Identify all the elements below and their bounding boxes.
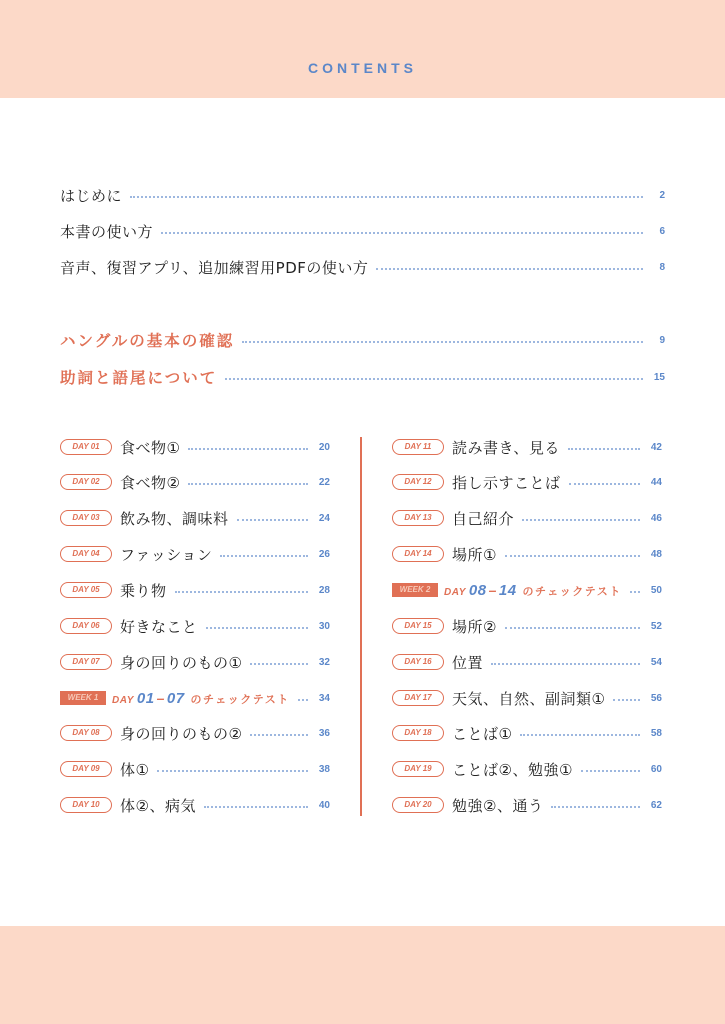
toc-day-entry[interactable] [60,543,330,565]
toc-entry-label: 乗り物 [120,581,167,600]
range-dash: – [156,689,165,706]
toc-day-entry[interactable] [392,722,662,744]
toc-entry-audio-app[interactable] [60,255,665,279]
page-number: 54 [650,656,662,668]
dotted-leader [568,448,640,450]
toc-entry-label: 位置 [452,653,484,672]
toc-entry-label: 読み書き、見る [452,438,560,457]
page-number: 28 [318,584,330,596]
toc-check-test-week-2[interactable] [392,579,662,601]
dotted-leader [505,555,640,557]
day-badge: DAY 14 [392,546,444,562]
toc-day-entry[interactable] [60,722,330,744]
toc-entry-label: 自己紹介 [452,509,515,528]
dotted-leader [204,806,308,808]
toc-day-entry[interactable] [392,615,662,637]
toc-entry-label: ファッション [120,545,213,564]
day-badge: DAY 05 [60,582,112,598]
toc-day-entry[interactable] [392,436,662,458]
toc-day-entry[interactable] [60,579,330,601]
toc-section-label: 助詞と語尾について [60,369,218,387]
day-badge: DAY 20 [392,797,444,813]
day-badge: DAY 19 [392,761,444,777]
toc-entry-label: 場所① [452,545,497,564]
page-number: 22 [318,476,330,488]
footer-band [0,926,725,1024]
dotted-leader [505,627,640,629]
day-badge: DAY 15 [392,618,444,634]
toc-entry-label: 好きなこと [120,617,198,636]
toc-entry-label: 天気、自然、副詞類① [452,689,606,708]
page-number: 62 [650,799,662,811]
page-number: 60 [650,763,662,775]
toc-entry-label: 場所② [452,617,497,636]
day-badge: DAY 03 [60,510,112,526]
toc-entry-how-to-use[interactable] [60,219,665,243]
range-to: 14 [498,581,517,599]
toc-section-label: ハングルの基本の確認 [60,332,235,350]
page-number: 30 [318,620,330,632]
page-number: 6 [659,225,665,237]
toc-check-test-week-1[interactable] [60,687,330,709]
page-number: 40 [318,799,330,811]
toc-day-entry[interactable] [392,758,662,780]
dotted-leader [522,519,640,521]
day-badge: DAY 08 [60,725,112,741]
day-badge: DAY 13 [392,510,444,526]
day-badge: DAY 17 [392,690,444,706]
toc-day-entry[interactable] [392,794,662,816]
toc-entry-label: 体① [120,760,150,779]
page-number: 56 [650,692,662,704]
day-badge: DAY 09 [60,761,112,777]
range-prefix: DAY [444,586,466,598]
day-badge: DAY 04 [60,546,112,562]
header-band [0,0,725,98]
page-number: 26 [318,548,330,560]
column-divider [360,437,362,816]
dotted-leader [630,591,640,593]
dotted-leader [225,378,643,380]
toc-day-entry[interactable] [392,687,662,709]
dotted-leader [376,268,643,270]
toc-entry-intro[interactable] [60,183,665,207]
range-dash: – [488,581,497,598]
toc-day-entry[interactable] [392,543,662,565]
page-number: 15 [653,371,665,383]
dotted-leader [613,699,640,701]
toc-entry-label: 指し示すことば [452,473,561,492]
dotted-leader [298,699,308,701]
dotted-leader [188,448,308,450]
day-badge: DAY 02 [60,474,112,490]
range-suffix: のチェックテスト [190,692,290,706]
page-number: 44 [650,476,662,488]
toc-entry-label: 身の回りのもの① [120,653,243,672]
day-badge: DAY 10 [60,797,112,813]
page-number: 2 [659,189,665,201]
week-badge: WEEK 1 [60,691,106,705]
toc-section-particles[interactable] [60,365,665,389]
toc-entry-label: 飲み物、調味料 [120,509,229,528]
dotted-leader [206,627,308,629]
range-to: 07 [166,689,185,707]
toc-entry-label: ことば②、勉強① [452,760,573,779]
page-number: 36 [318,727,330,739]
range-prefix: DAY [112,694,134,706]
dotted-leader [569,483,640,485]
range-from: 08 [468,581,487,599]
toc-day-entry[interactable] [392,651,662,673]
toc-entry-label: はじめに [60,186,123,205]
dotted-leader [520,734,640,736]
dotted-leader [250,663,308,665]
dotted-leader [242,341,643,343]
page-number: 8 [659,261,665,273]
day-badge: DAY 11 [392,439,444,455]
range-from: 01 [136,689,155,707]
dotted-leader [237,519,308,521]
day-badge: DAY 06 [60,618,112,634]
toc-entry-label: 本書の使い方 [60,222,154,241]
page-number: 42 [650,441,662,453]
toc-entry-label: 勉強②、通う [452,796,544,815]
toc-day-entry[interactable] [60,471,330,493]
toc-day-entry[interactable] [392,507,662,529]
page-number: 20 [318,441,330,453]
toc-entry-label: ことば① [452,724,513,743]
dotted-leader [220,555,308,557]
page-number: 52 [650,620,662,632]
toc-day-entry[interactable] [60,794,330,816]
range-suffix: のチェックテスト [522,584,622,598]
dotted-leader [130,196,643,198]
page-number: 48 [650,548,662,560]
toc-entry-label: 食べ物① [120,438,181,457]
dotted-leader [581,770,640,772]
check-test-label [444,582,622,599]
check-test-label [112,690,290,707]
toc-day-entry[interactable] [60,615,330,637]
toc-section-hangul-basics[interactable] [60,328,665,352]
page-number: 38 [318,763,330,775]
page-number: 34 [318,692,330,704]
week-badge: WEEK 2 [392,583,438,597]
toc-day-entry[interactable] [60,651,330,673]
toc-day-entry[interactable] [60,436,330,458]
day-badge: DAY 16 [392,654,444,670]
dotted-leader [250,734,308,736]
toc-day-entry[interactable] [392,471,662,493]
day-badge: DAY 07 [60,654,112,670]
page-number: 9 [659,334,665,346]
dotted-leader [157,770,308,772]
toc-day-entry[interactable] [60,758,330,780]
toc-entry-label: 身の回りのもの② [120,724,243,743]
day-badge: DAY 18 [392,725,444,741]
dotted-leader [188,483,308,485]
toc-entry-label: 音声、復習アプリ、追加練習用PDFの使い方 [60,258,369,277]
page-title: CONTENTS [308,60,417,76]
dotted-leader [175,591,308,593]
dotted-leader [161,232,643,234]
page-number: 58 [650,727,662,739]
toc-entry-label: 体②、病気 [120,796,196,815]
page-number: 50 [650,584,662,596]
toc-day-entry[interactable] [60,507,330,529]
toc-entry-label: 食べ物② [120,473,181,492]
day-badge: DAY 01 [60,439,112,455]
dotted-leader [491,663,640,665]
page-number: 24 [318,512,330,524]
day-badge: DAY 12 [392,474,444,490]
page-number: 32 [318,656,330,668]
page-number: 46 [650,512,662,524]
dotted-leader [551,806,640,808]
